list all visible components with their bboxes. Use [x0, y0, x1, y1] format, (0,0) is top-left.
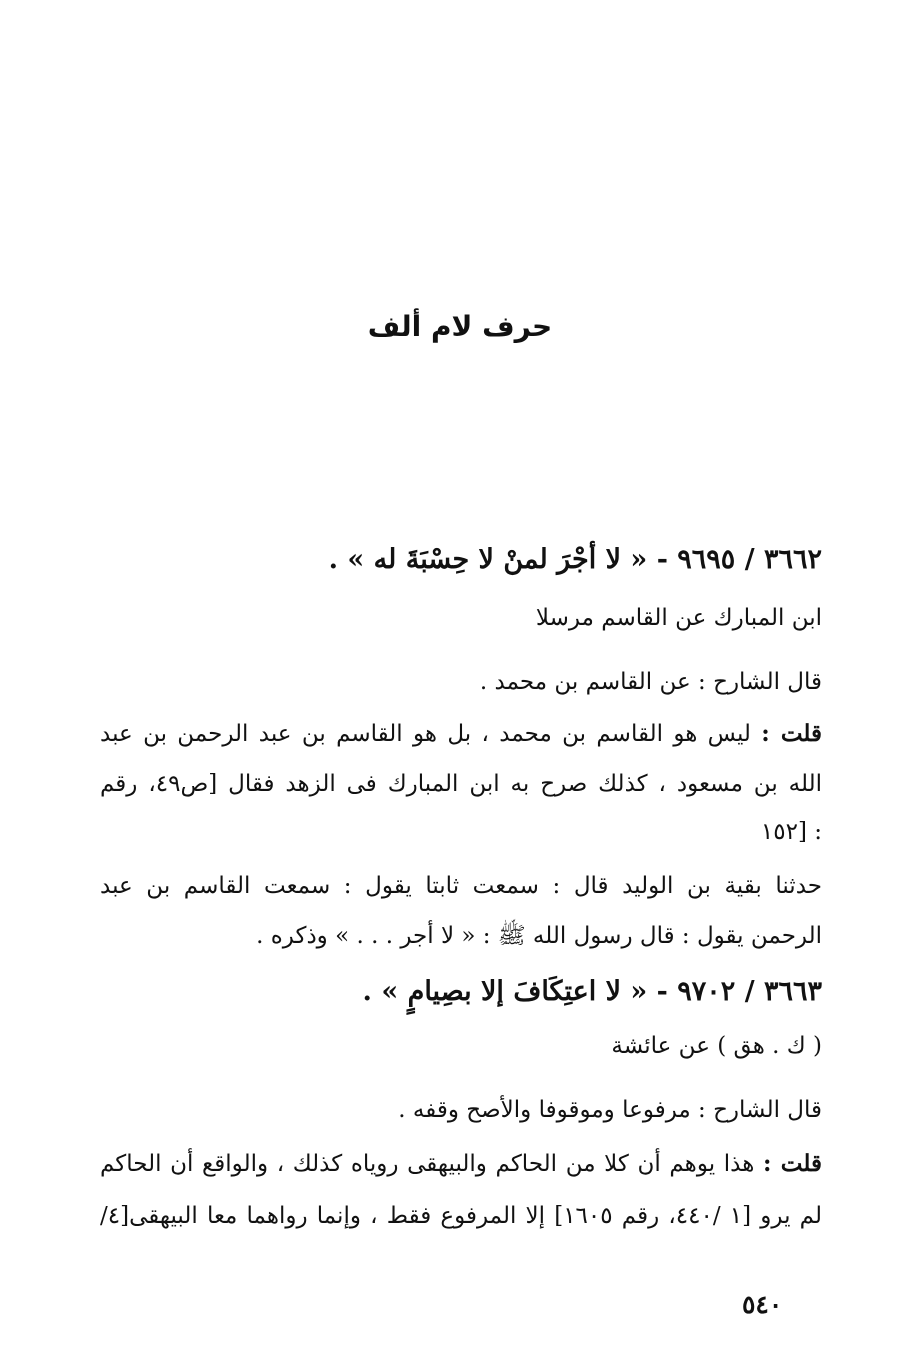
sharih-comment: قال الشارح : عن القاسم بن محمد . — [479, 669, 822, 695]
note-text: هذا يوهم أن كلا من الحاكم والبيهقى روياه كذلك ، والواقع أن الحاكم — [100, 1151, 755, 1177]
narration-line: الرحمن يقول : قال رسول الله ﷺ : « لا أجر . . . » وذكره . — [256, 923, 822, 949]
note-line: لم يرو [١ /٤٤٠، رقم ١٦٠٥] إلا المرفوع فقط ، وإنما رواهما معا البيهقى[٤/ — [100, 1203, 822, 1229]
note-lead: قلت : — [761, 720, 823, 747]
note-line — [100, 714, 822, 754]
sharih-comment: قال الشارح : مرفوعا وموقوفا والأصح وقفه . — [398, 1097, 822, 1123]
narration-line: حدثنا بقية بن الوليد قال : سمعت ثابتا يقول : سمعت القاسم بن عبد — [100, 873, 822, 899]
page-number: ٥٤٠ — [742, 1290, 783, 1319]
note-line: : [١٥٢ — [760, 819, 822, 845]
chapter-title: حرف لام ألف — [367, 310, 553, 343]
hadith-source: ابن المبارك عن القاسم مرسلا — [535, 605, 822, 631]
note-line — [100, 1144, 822, 1184]
hadith-source: ( ك . هق ) عن عائشة — [611, 1033, 822, 1059]
note-text: ليس هو القاسم بن محمد ، بل هو القاسم بن عبد الرحمن بن عبد — [100, 721, 751, 747]
hadith-header: ٣٦٦٣ / ٩٧٠٢ - « لا اعتِكَافَ إلا بصِيامٍ » . — [362, 976, 822, 1007]
hadith-header: ٣٦٦٢ / ٩٦٩٥ - « لا أجْرَ لمنْ لا حِسْبَةَ له » . — [328, 544, 822, 575]
note-line: الله بن مسعود ، كذلك صرح به ابن المبارك فى الزهد فقال [ص٤٩، رقم — [100, 771, 822, 797]
note-lead: قلت : — [762, 1150, 822, 1177]
